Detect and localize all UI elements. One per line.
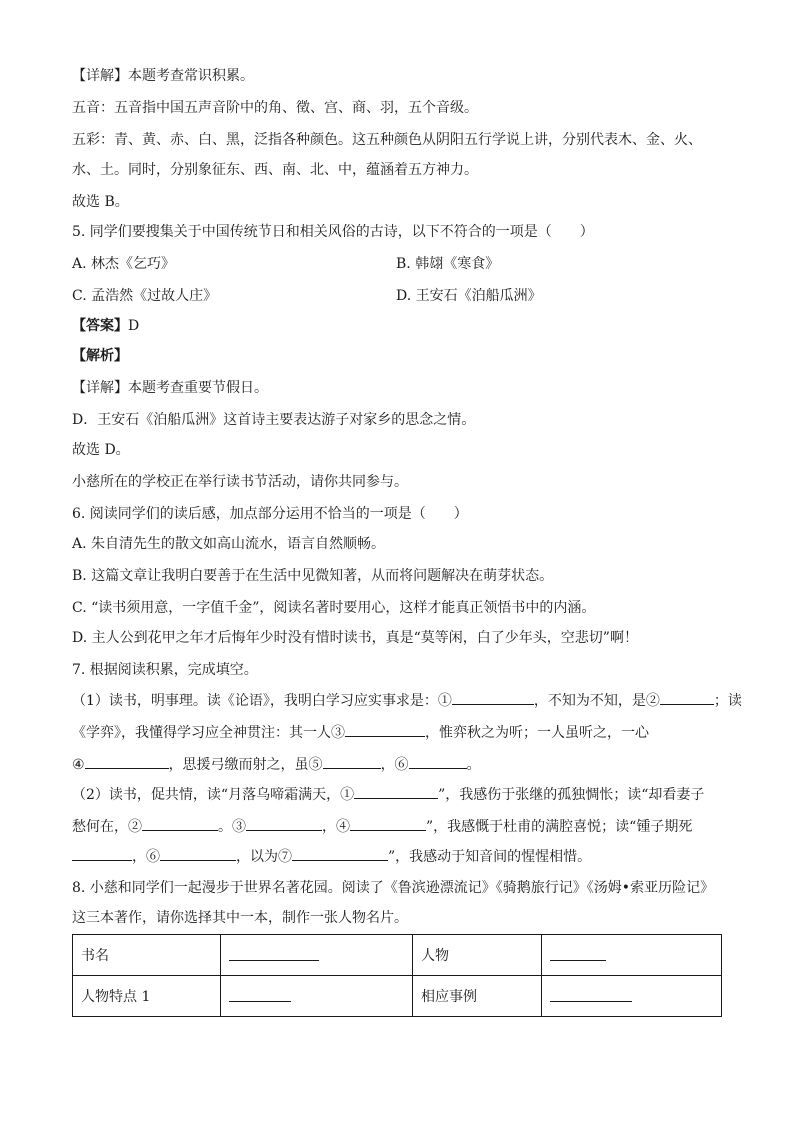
- q7-s2-line3: ，⑥ ，以为⑦ ”，我感动于知音间的惺惺相惜。: [72, 846, 722, 867]
- fill-blank-s2-6[interactable]: [160, 846, 236, 861]
- choose-b: 故选 B。: [72, 194, 129, 210]
- fill-blank-2[interactable]: [660, 690, 714, 705]
- fill-blank-s2-2[interactable]: [142, 816, 218, 831]
- q8-stem-line1: 8. 小慈和同学们一起漫步于世界名著花园。阅读了《鲁滨逊漂流记》《骑鹅旅行记》《汤姆•索亚历险记》: [72, 880, 715, 896]
- q5-answer: [72, 316, 722, 336]
- answer-value: D: [128, 318, 140, 334]
- answer-tag: 【答案】: [72, 318, 128, 334]
- section-intro: 小慈所在的学校正在举行读书节活动，请你共同参与。: [72, 474, 408, 490]
- q7-s2-line2: 愁何在，② 。③ ，④ ”，我感慨于杜甫的满腔喜悦；读“锺子期死: [72, 816, 722, 837]
- wuyin-paragraph: 五音：五音指中国五声音阶中的角、徵、宫、商、羽，五个音级。: [72, 100, 478, 116]
- fill-blank-character[interactable]: [550, 946, 606, 961]
- q6-stem: 6. 阅读同学们的读后感，加点部分运用不恰当的一项是（ ）: [72, 506, 468, 522]
- wucai-paragraph-line2: 水、土。同时，分别象征东、西、南、北、中，蕴涵着五方神力。: [72, 162, 478, 178]
- q7-s2-line1: （2）读书，促共情，读“月落乌啼霜满天，① ”，我感伤于张继的孤独惆怅；读“却看妻子: [72, 784, 722, 805]
- character-card-table: [72, 934, 722, 1017]
- q7-s1-line2: 《学弈》，我懂得学习应全神贯注：其一人③ ，惟弈秋之为听；一人虽听之，一心: [72, 722, 722, 743]
- q5-stem: 5. 同学们要搜集关于中国传统节日和相关风俗的古诗，以下不符合的一项是（ ）: [72, 224, 594, 240]
- table-cell-character-blank[interactable]: [542, 935, 722, 976]
- detail-paragraph: 【详解】本题考查常识积累。: [72, 68, 254, 84]
- q5-option-a: A. 林杰《乞巧》: [72, 256, 176, 272]
- table-cell-trait-blank[interactable]: [221, 976, 413, 1017]
- q7-s1-line3: ④ ，思援弓缴而射之，虽⑤ ，⑥ 。: [72, 754, 722, 775]
- fill-blank-5[interactable]: [323, 754, 381, 769]
- q5-choose: 故选 D。: [72, 442, 130, 458]
- fill-blank-example[interactable]: [550, 987, 632, 1002]
- table-row: [73, 976, 722, 1017]
- q5-option-c: C. 孟浩然《过故人庄》: [72, 288, 218, 304]
- table-cell-character-label: 人物: [413, 935, 542, 976]
- table-row: [73, 935, 722, 976]
- fill-blank-s2-5[interactable]: [72, 846, 132, 861]
- q5-option-b: B. 韩翃《寒食》: [396, 256, 500, 272]
- fill-blank-s2-3[interactable]: [246, 816, 322, 831]
- fill-blank-trait[interactable]: [229, 987, 291, 1002]
- fill-blank-s2-7[interactable]: [292, 846, 388, 861]
- q8-stem-line2: 这三本著作，请你选择其中一本，制作一张人物名片。: [72, 910, 408, 926]
- table-cell-example-blank[interactable]: [542, 976, 722, 1017]
- fill-blank-s2-4[interactable]: [350, 816, 426, 831]
- q5-detail: 【详解】本题考查重要节假日。: [72, 380, 268, 396]
- q5-analysis-tag: 【解析】: [72, 348, 128, 364]
- q6-option-c: C. “读书须用意，一字值千金”，阅读名著时要用心，这样才能真正领悟书中的内涵。: [72, 600, 596, 616]
- table-cell-book-blank[interactable]: [221, 935, 413, 976]
- table-cell-trait-label: 人物特点 1: [73, 976, 221, 1017]
- q6-option-a: A. 朱自清先生的散文如高山流水，语言自然顺畅。: [72, 536, 386, 552]
- table-cell-example-label: 相应事例: [413, 976, 542, 1017]
- q7-stem: 7. 根据阅读积累，完成填空。: [72, 662, 258, 678]
- fill-blank-3[interactable]: [345, 722, 425, 737]
- fill-blank-book[interactable]: [229, 946, 319, 961]
- q7-s1-line1: （1）读书，明事理。读《论语》，我明白学习应实事求是：① ，不知为不知，是② ；读: [72, 690, 722, 711]
- q6-option-b: B. 这篇文章让我明白要善于在生活中见微知著，从而将问题解决在萌芽状态。: [72, 568, 554, 584]
- q5-explain: D．王安石《泊船瓜洲》这首诗主要表达游子对家乡的思念之情。: [72, 412, 476, 428]
- fill-blank-4[interactable]: [85, 754, 169, 769]
- fill-blank-6[interactable]: [409, 754, 467, 769]
- wucai-paragraph-line1: 五彩：青、黄、赤、白、黑，泛指各种颜色。这五种颜色从阴阳五行学说上讲，分别代表木、金、火、: [72, 132, 702, 148]
- q6-option-d: D. 主人公到花甲之年才后悔年少时没有惜时读书，真是“莫等闲，白了少年头，空悲切”啊！: [72, 630, 638, 646]
- fill-blank-1[interactable]: [452, 690, 534, 705]
- fill-blank-s2-1[interactable]: [354, 784, 438, 799]
- q5-option-d: D. 王安石《泊船瓜洲》: [396, 288, 542, 304]
- table-cell-book-label: 书名: [73, 935, 221, 976]
